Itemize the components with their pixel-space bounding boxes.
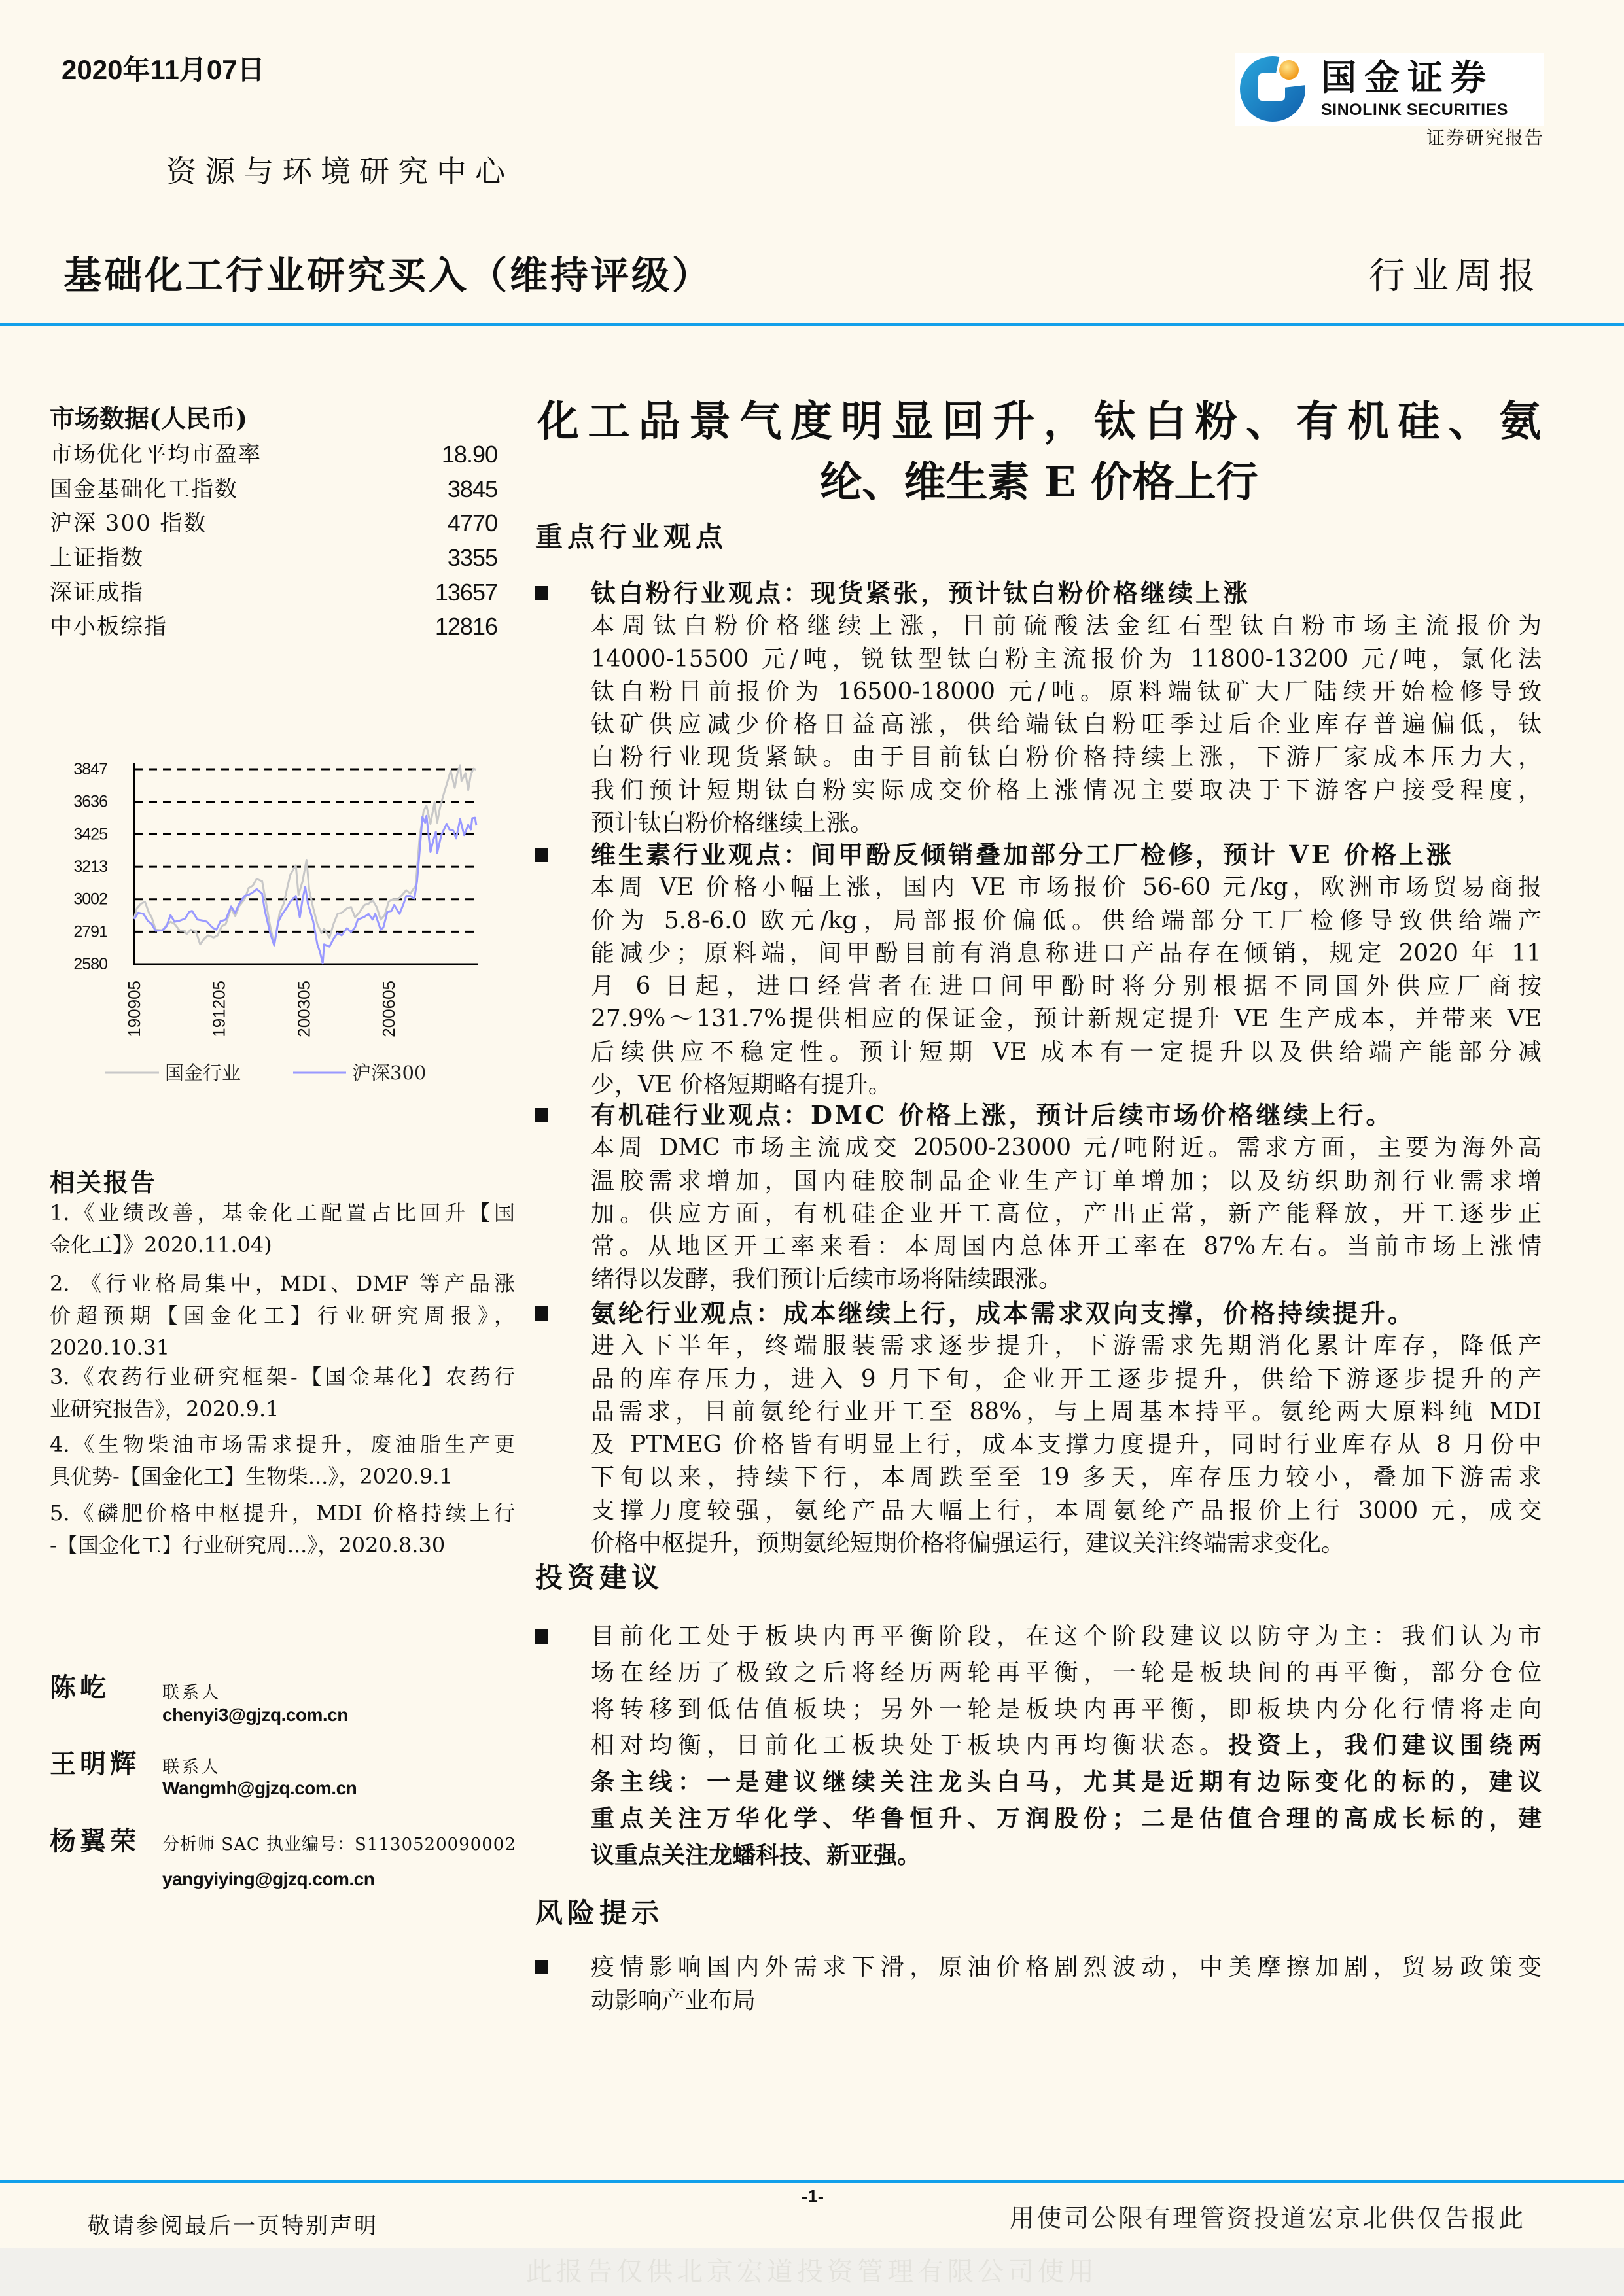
related-report-item bbox=[50, 1197, 515, 1261]
body-line: 品的库存压力，进入 9 月下旬，企业开工逐步提升，供给下游逐步提升的产 bbox=[591, 1365, 1542, 1393]
y-tick-label: 3847 bbox=[73, 760, 107, 778]
body-line bbox=[591, 1801, 1542, 1837]
body-text: 相对均衡，目前化工板块处于板块内再均衡状态。 bbox=[591, 1732, 1229, 1760]
body-line: 白粉行业现货紧缺。由于目前钛白粉价格持续上涨，下游厂家成本压力大， bbox=[591, 744, 1542, 771]
market-data-row bbox=[50, 576, 497, 610]
logo-name-cn: 国金证券 bbox=[1321, 57, 1494, 98]
x-tick-label: 200605 bbox=[379, 981, 399, 1037]
y-tick-label: 2580 bbox=[73, 955, 107, 973]
report-date: 2020年11月07日 bbox=[62, 54, 265, 85]
body-line: 我们预计短期钛白粉实际成交价格上涨情况主要取决于下游客户接受程度， bbox=[591, 776, 1542, 804]
related-report-item bbox=[50, 1429, 515, 1493]
market-data-row bbox=[50, 472, 497, 507]
body-line: 14000-15500 元/吨，锐钛型钛白粉主流报价为 11800-13200 元/吨，氯化法 bbox=[591, 645, 1542, 672]
y-tick-label: 3213 bbox=[73, 858, 107, 877]
related-report-item bbox=[50, 1268, 515, 1364]
y-tick-labels bbox=[73, 760, 107, 973]
y-tick-label: 3425 bbox=[73, 825, 107, 844]
body-line: 钛白粉目前报价为 16500-18000 元/吨。原料端钛矿大厂陆续开始检修导致 bbox=[591, 678, 1542, 705]
body-line bbox=[591, 1618, 1542, 1655]
index-chart bbox=[39, 746, 510, 1099]
analyst-email: yangyiying@gjzq.com.cn bbox=[162, 1869, 375, 1889]
related-reports-title: 相关报告 bbox=[50, 1168, 158, 1197]
market-data-value: 3355 bbox=[447, 544, 497, 572]
section-heading-row bbox=[533, 577, 1544, 610]
market-data-value: 12816 bbox=[434, 613, 497, 640]
body-line: 加。供应方面，有机硅企业开工高位，产出正常，新产能释放，开工逐步正 bbox=[591, 1200, 1542, 1227]
market-data-row bbox=[50, 438, 497, 472]
key-view-section bbox=[533, 577, 1544, 840]
analyst-email: chenyi3@gjzq.com.cn bbox=[162, 1705, 348, 1725]
body-text-bold: 重点关注万华化学、华鲁恒升、万润股份；二是估值合理的高成长标的，建 bbox=[591, 1804, 1542, 1832]
body-text-bold: 投资上，我们建议围绕两 bbox=[1228, 1731, 1542, 1760]
report-type: 行业周报 bbox=[1369, 255, 1542, 298]
body-line bbox=[591, 1692, 1542, 1728]
footer-divider bbox=[0, 2180, 1624, 2183]
bullet-square-icon bbox=[535, 1108, 548, 1122]
header-divider bbox=[0, 323, 1624, 326]
legend-label: 国金行业 bbox=[165, 1062, 241, 1084]
bullet-square-icon bbox=[535, 1629, 548, 1644]
investment-section bbox=[533, 1618, 1544, 1874]
x-tick-label: 191205 bbox=[209, 981, 229, 1037]
bullet-square-icon bbox=[535, 1960, 548, 1974]
section-heading-row bbox=[533, 1297, 1544, 1330]
market-data-value: 18.90 bbox=[441, 441, 497, 468]
market-data-value: 3845 bbox=[447, 475, 497, 502]
body-line: 价为 5.8-6.0 欧元/kg，局部报价偏低。供给端部分工厂检修导致供给端产 bbox=[591, 907, 1542, 934]
body-line: 能减少；原料端，间甲酚目前有消息称进口产品存在倾销，规定 2020 年 11 bbox=[591, 939, 1542, 967]
footer-watermark: 此报告仅供北京宏道投资管理有限公司使用 bbox=[526, 2257, 1098, 2287]
section-body bbox=[591, 1132, 1542, 1296]
related-report-line: -【国金化工】行业研究周...》，2020.8.30 bbox=[50, 1533, 446, 1557]
analyst-role: 联系人 bbox=[162, 1758, 222, 1777]
market-data-table bbox=[50, 438, 497, 644]
footer-disclaimer: 敬请参阅最后一页特别声明 bbox=[88, 2213, 378, 2239]
key-views-heading: 重点行业观点 bbox=[535, 521, 728, 553]
report-label: 证券研究报告 bbox=[1426, 127, 1544, 148]
risk-body bbox=[591, 1951, 1542, 2017]
key-view-section bbox=[533, 1297, 1544, 1560]
body-line: 钛矿供应减少价格日益高涨，供给端钛白粉旺季过后企业库存普遍偏低，钛 bbox=[591, 711, 1542, 739]
body-text: 将转移到低估值板块；另外一轮是板块内再平衡，即板块内分化行情将走向 bbox=[591, 1696, 1542, 1723]
logo-name-en: SINOLINK SECURITIES bbox=[1321, 101, 1508, 119]
section-body bbox=[591, 1330, 1542, 1560]
related-report-line: 业研究报告》，2020.9.1 bbox=[50, 1397, 279, 1421]
market-data-label: 沪深 300 指数 bbox=[50, 510, 207, 537]
logo-inner-square bbox=[1258, 73, 1285, 101]
body-line: 本周 DMC 市场主流成交 20500-23000 元/吨附近。需求方面，主要为海外高 bbox=[591, 1134, 1542, 1162]
body-line: 绪得以发酵，我们预计后续市场将陆续跟涨。 bbox=[591, 1266, 1063, 1293]
company-logo bbox=[1235, 53, 1544, 126]
market-data-label: 市场优化平均市盈率 bbox=[50, 442, 262, 468]
body-line: 本周钛白粉价格继续上涨，目前硫酸法金红石型钛白粉市场主流报价为 bbox=[591, 612, 1542, 640]
market-data-label: 中小板综指 bbox=[50, 614, 168, 640]
market-data-title: 市场数据(人民币) bbox=[50, 404, 247, 433]
body-line bbox=[591, 1728, 1542, 1764]
related-report-item bbox=[50, 1497, 515, 1561]
page-number: -1- bbox=[801, 2186, 824, 2206]
analyst-name: 陈屹 bbox=[50, 1672, 110, 1703]
analyst-role: 分析师 SAC 执业编号：S1130520090002 bbox=[162, 1835, 516, 1854]
investment-heading: 投资建议 bbox=[535, 1561, 664, 1593]
body-line: 下旬以来，持续下行，本周跌至至 19 多天，库存压力较小，叠加下游需求 bbox=[591, 1464, 1542, 1491]
report-title-line: 纶、维生素 E 价格上行 bbox=[820, 458, 1258, 507]
research-center: 资源与环境研究中心 bbox=[166, 154, 514, 189]
market-data-value: 4770 bbox=[447, 510, 497, 537]
related-report-line: 价超预期【国金化工】行业研究周报》， bbox=[50, 1303, 515, 1328]
related-report-line: 5.《磷肥价格中枢提升，MDI 价格持续上行 bbox=[50, 1501, 515, 1525]
body-line: 常。从地区开工率来看：本周国内总体开工率在 87%左右。当前市场上涨情 bbox=[591, 1233, 1542, 1261]
bullet-square-icon bbox=[535, 586, 548, 600]
analyst-role: 联系人 bbox=[162, 1683, 222, 1703]
body-line: 后续供应不稳定性。预计短期 VE 成本有一定提升以及供给端产能部分减 bbox=[591, 1038, 1542, 1066]
body-line: 温胶需求增加，国内硅胶制品企业生产订单增加；以及纺织助剂行业需求增 bbox=[591, 1167, 1542, 1194]
x-tick-label: 200305 bbox=[294, 981, 314, 1037]
analyst-name: 王明辉 bbox=[50, 1748, 140, 1779]
body-line: 月 6 日起，进口经营者在进口间甲酚时将分别根据不同国外供应厂商按 bbox=[591, 973, 1542, 1000]
gridlines bbox=[134, 769, 478, 931]
x-tick-label: 190905 bbox=[124, 981, 144, 1037]
related-report-line: 2020.10.31 bbox=[50, 1335, 170, 1360]
market-data-row bbox=[50, 610, 497, 644]
body-text-bold: 议重点关注龙蟠科技、新亚强。 bbox=[591, 1841, 921, 1869]
related-report-line: 具优势-【国金化工】生物柴...》，2020.9.1 bbox=[50, 1464, 453, 1489]
related-report-line: 3.《农药行业研究框架-【国金基化】农药行 bbox=[50, 1365, 515, 1389]
legend-label: 沪深300 bbox=[352, 1062, 427, 1084]
market-data-label: 国金基础化工指数 bbox=[50, 476, 238, 502]
related-report-line: 1.《业绩改善，基金化工配置占比回升【国 bbox=[50, 1200, 515, 1225]
body-line: 本周 VE 价格小幅上涨，国内 VE 市场报价 56-60 元/kg，欧洲市场贸易商报 bbox=[591, 874, 1542, 901]
report-title-line: 化工品景气度明显回升，钛白粉、有机硅、氨 bbox=[537, 397, 1541, 446]
logo-orange-ball bbox=[1279, 60, 1299, 80]
market-data-row bbox=[50, 541, 497, 576]
market-data-value: 13657 bbox=[434, 578, 497, 606]
body-line: 27.9%～131.7%提供相应的保证金，预计新规定提升 VE 生产成本，并带来 VE bbox=[591, 1005, 1542, 1033]
key-view-section bbox=[533, 1099, 1544, 1296]
report-heading: 基础化工行业研究买入（维持评级） bbox=[63, 253, 713, 298]
risk-heading: 风险提示 bbox=[535, 1897, 664, 1929]
body-line bbox=[591, 1764, 1542, 1801]
x-tick-labels bbox=[124, 981, 398, 1037]
body-text: 场在经历了极致之后将经历两轮再平衡，一轮是板块间的再平衡，部分仓位 bbox=[591, 1659, 1542, 1686]
section-body bbox=[591, 610, 1542, 840]
y-tick-label: 3636 bbox=[73, 792, 107, 811]
related-report-line: 4.《生物柴油市场需求提升，废油脂生产更 bbox=[50, 1432, 515, 1457]
body-line: 价格中枢提升，预期氨纶短期价格将偏强运行，建议关注终端需求变化。 bbox=[591, 1530, 1345, 1557]
section-heading: 维生素行业观点：间甲酚反倾销叠加部分工厂检修，预计 VE 价格上涨 bbox=[591, 840, 1454, 869]
series-group bbox=[134, 765, 476, 964]
analyst-name: 杨翼荣 bbox=[50, 1826, 140, 1856]
market-data-row bbox=[50, 506, 497, 541]
body-line bbox=[591, 1837, 1542, 1874]
related-report-item bbox=[50, 1361, 515, 1425]
body-text: 目前化工处于板块内再平衡阶段，在这个阶段建议以防守为主：我们认为市 bbox=[591, 1623, 1542, 1650]
related-report-line: 2. 《行业格局集中，MDI、DMF 等产品涨 bbox=[50, 1271, 515, 1296]
key-view-section bbox=[533, 839, 1544, 1102]
investment-body bbox=[591, 1618, 1542, 1874]
body-line: 疫情影响国内外需求下滑，原油价格剧烈波动，中美摩擦加剧，贸易政策变 bbox=[591, 1954, 1542, 1981]
bullet-square-icon bbox=[535, 1306, 548, 1321]
section-heading-row bbox=[533, 1099, 1544, 1132]
bullet-square-icon bbox=[535, 848, 548, 862]
related-report-line: 金化工】》2020.11.04) bbox=[50, 1232, 272, 1257]
section-heading: 有机硅行业观点：DMC 价格上涨，预计后续市场价格继续上行。 bbox=[591, 1100, 1394, 1130]
section-heading: 氨纶行业观点：成本继续上行，成本需求双向支撑，价格持续提升。 bbox=[591, 1298, 1416, 1328]
body-line: 进入下半年，终端服装需求逐步提升，下游需求先期消化累计库存，降低产 bbox=[591, 1332, 1542, 1360]
body-line: 动影响产业布局 bbox=[591, 1987, 756, 2014]
sinolink-logo-icon bbox=[1240, 55, 1307, 122]
series-line-2 bbox=[134, 816, 476, 964]
risk-section bbox=[533, 1951, 1544, 2017]
market-data-label: 深证成指 bbox=[50, 579, 144, 606]
body-text-bold: 条主线：一是建议继续关注龙头白马，尤其是近期有边际变化的标的，建议 bbox=[591, 1768, 1542, 1796]
body-line bbox=[591, 1655, 1542, 1692]
y-tick-label: 2791 bbox=[73, 922, 107, 941]
body-line: 少，VE 价格短期略有提升。 bbox=[591, 1071, 892, 1099]
chart-legend bbox=[105, 1062, 426, 1084]
section-heading-row bbox=[533, 839, 1544, 871]
y-tick-label: 3002 bbox=[73, 890, 107, 909]
body-line: 品需求，目前氨纶行业开工至 88%，与上周基本持平。氨纶两大原料纯 MDI bbox=[591, 1398, 1542, 1425]
body-line: 及 PTMEG 价格皆有明显上行，成本支撑力度提升，同时行业库存从 8 月份中 bbox=[591, 1431, 1542, 1459]
footer-mirrored-note: 用使司公限有理管资投道宏京北供仅告报此 bbox=[1010, 2204, 1526, 2233]
body-line: 支撑力度较强，氨纶产品大幅上行，本周氨纶产品报价上行 3000 元，成交 bbox=[591, 1497, 1542, 1524]
analyst-email: Wangmh@gjzq.com.cn bbox=[162, 1778, 357, 1798]
market-data-label: 上证指数 bbox=[50, 545, 144, 572]
body-line: 预计钛白粉价格继续上涨。 bbox=[591, 810, 874, 837]
section-body bbox=[591, 871, 1542, 1102]
section-heading: 钛白粉行业观点：现货紧张，预计钛白粉价格继续上涨 bbox=[591, 578, 1251, 608]
